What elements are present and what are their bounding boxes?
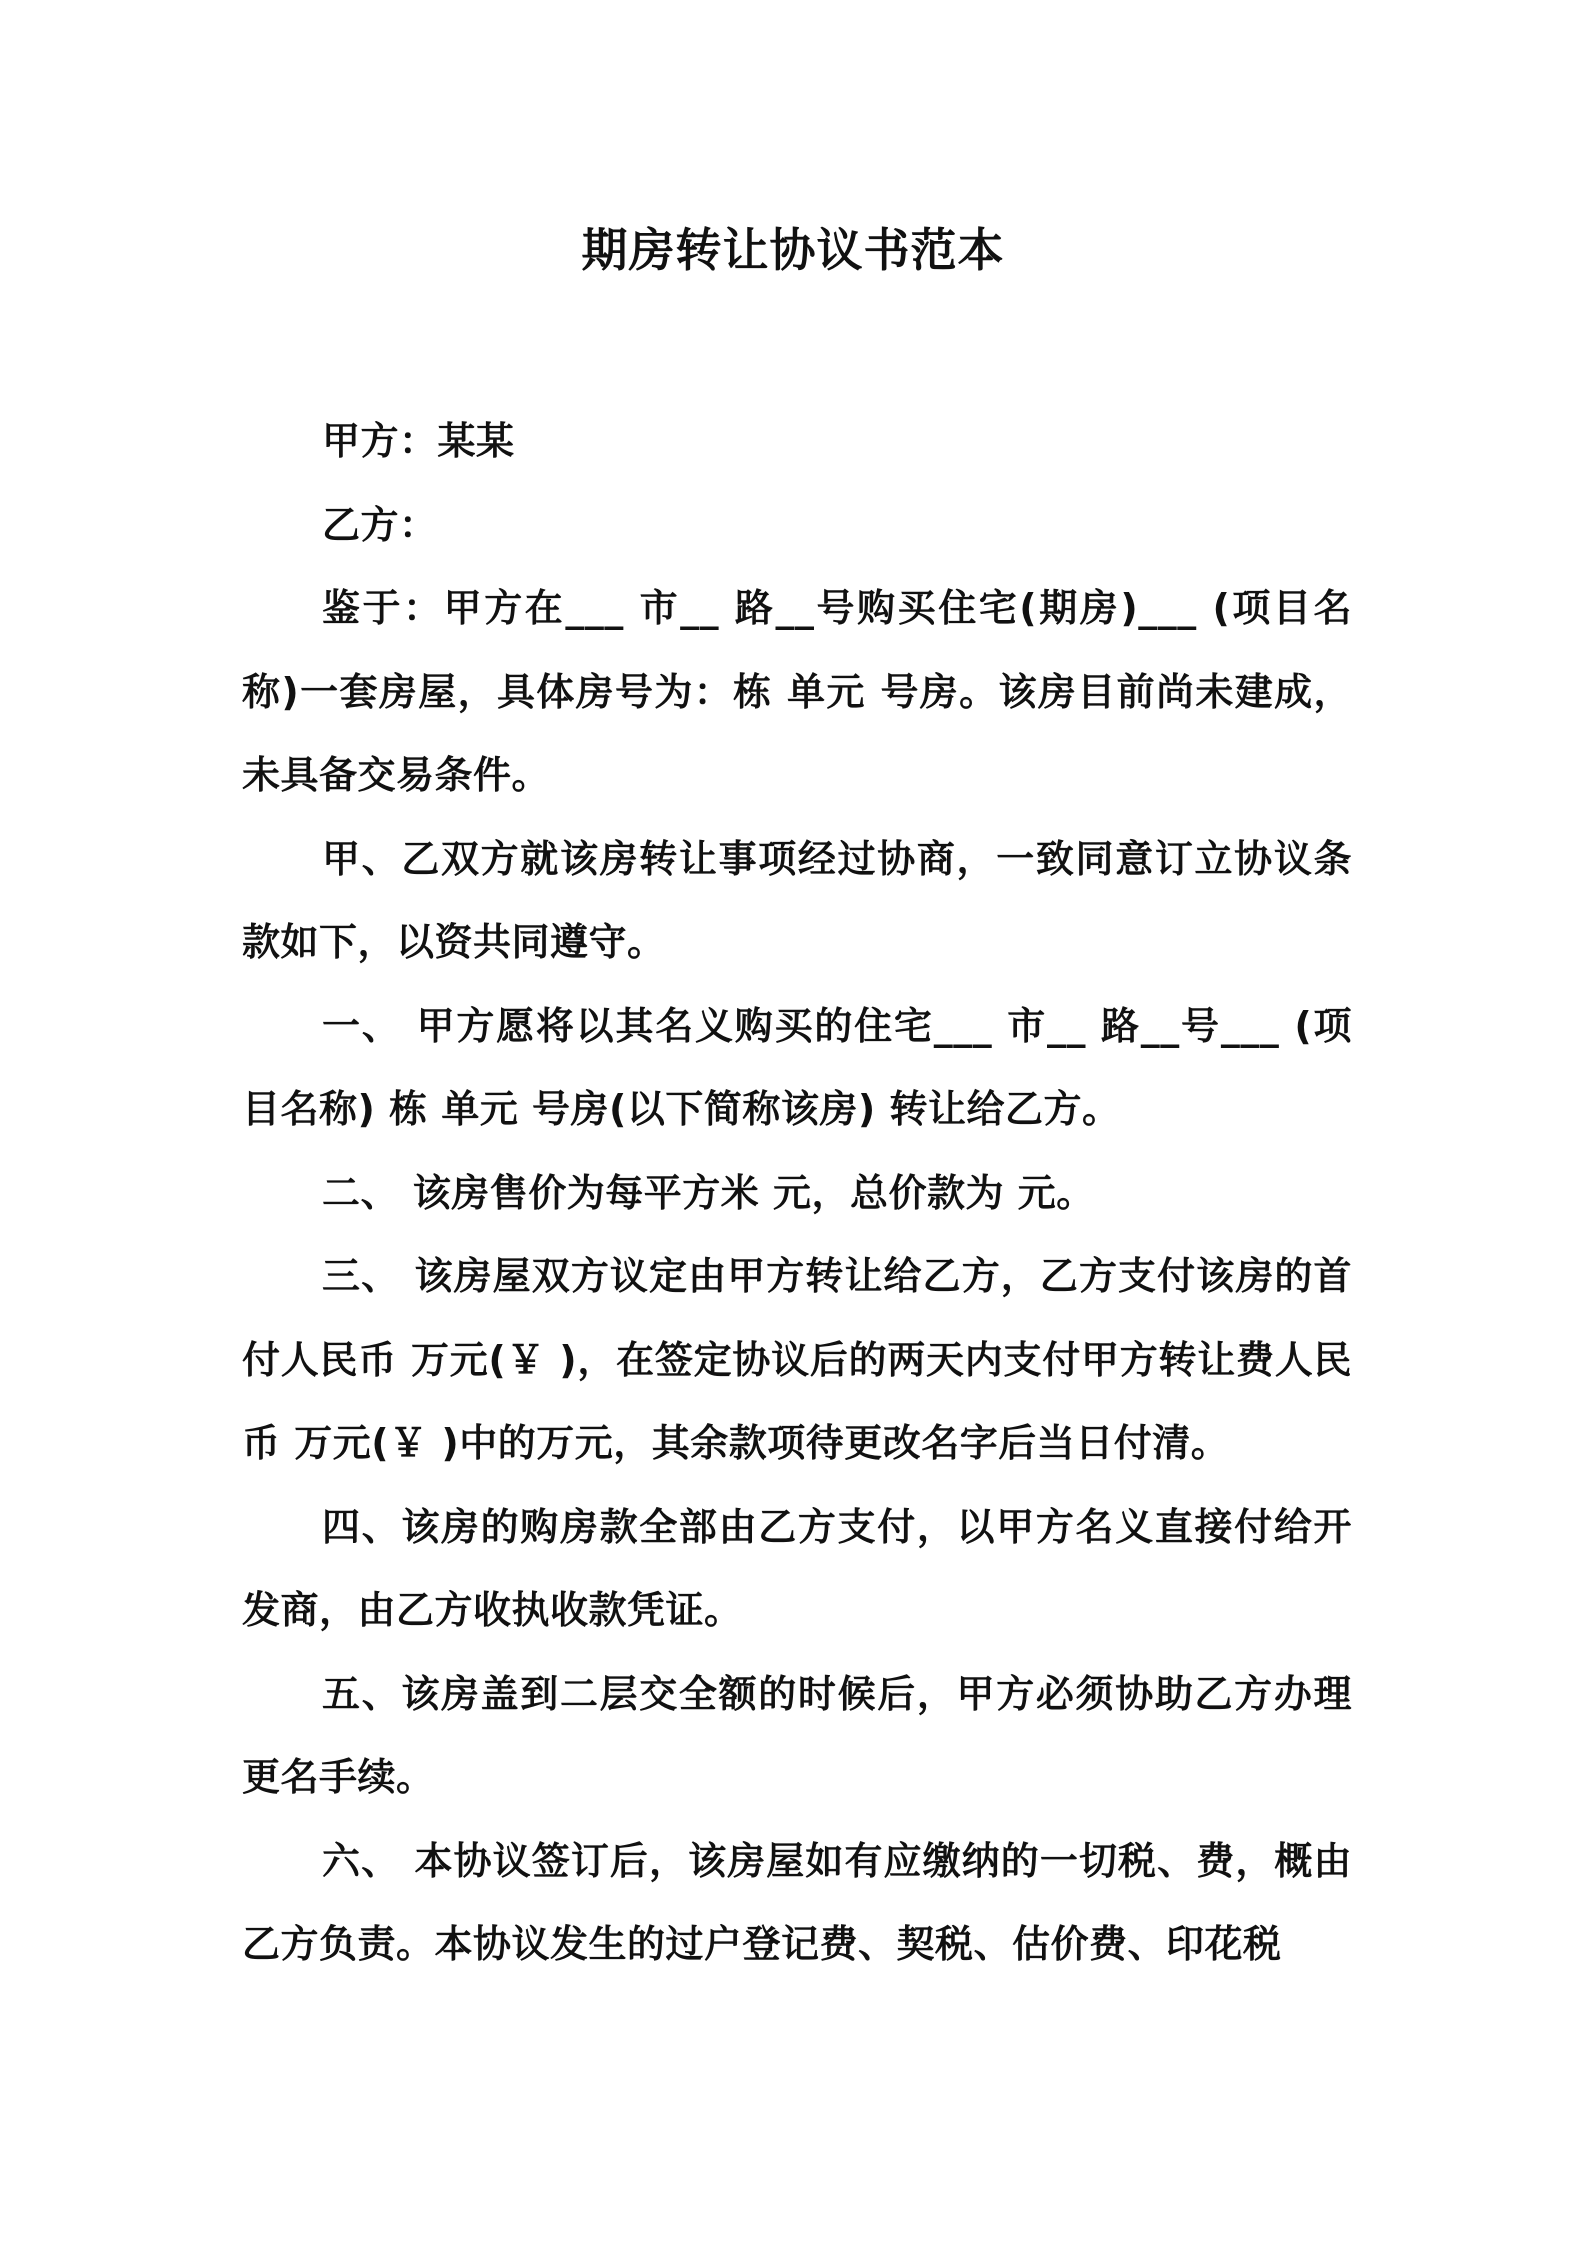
paragraph-agreement-intro: 甲、乙双方就该房转让事项经过协商，一致同意订立协议条款如下，以资共同遵守。 (242, 836, 1352, 964)
clause-6: 六、 本协议签订后，该房屋如有应缴纳的一切税、费，概由乙方负责。本协议发生的过户登记费、契税、估价费、印花税 (242, 1838, 1352, 1966)
document-body (242, 400, 1352, 1987)
document-title: 期房转让协议书范本 (581, 223, 1005, 277)
paragraph-preamble: 鉴于：甲方在___ 市__ 路__号购买住宅(期房)___ (项目名称)一套房屋，具体房号为：栋 单元 号房。该房目前尚未建成，未具备交易条件。 (242, 586, 1352, 797)
party-b-line: 乙方： (322, 502, 438, 547)
party-a-line: 甲方：某某 (322, 419, 515, 463)
clause-3: 三、 该房屋双方议定由甲方转让给乙方，乙方支付该房的首付人民币 万元(￥ )，在签定协议后的两天内支付甲方转让费人民币 万元(￥ )中的万元，其余款项待更改名字后当日付清。 (242, 1254, 1352, 1465)
clause-4: 四、该房的购房款全部由乙方支付，以甲方名义直接付给开发商，由乙方收执收款凭证。 (242, 1504, 1352, 1632)
clause-5: 五、该房盖到二层交全额的时候后，甲方必须协助乙方办理更名手续。 (242, 1671, 1352, 1799)
clause-2: 二、 该房售价为每平方米 元，总价款为 元。 (322, 1170, 1095, 1215)
clause-1: 一、 甲方愿将以其名义购买的住宅___ 市__ 路__号___ (项目名称) 栋 单元 号房(以下简称该房) 转让给乙方。 (242, 1003, 1352, 1131)
